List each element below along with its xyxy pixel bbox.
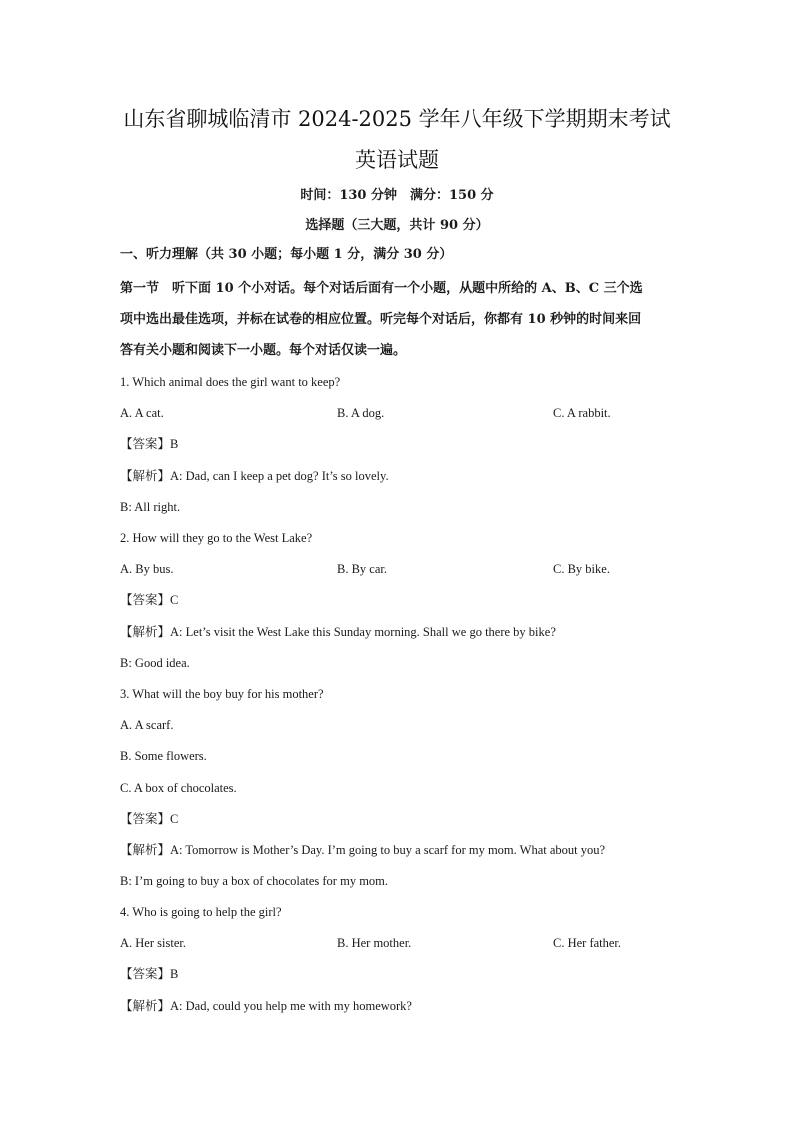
answer-value: B xyxy=(170,967,179,981)
answer-line xyxy=(120,965,178,983)
question-stem: 4. Who is going to help the girl? xyxy=(120,905,282,919)
instruction-line-2: 项中选出最佳选项，并标在试卷的相应位置。听完每个对话后，你都有 10 秒钟的时间来回 xyxy=(120,312,642,327)
answer-label: 【答案】 xyxy=(120,436,171,451)
analysis-reply: B: I’m going to buy a box of chocolates for my mom. xyxy=(120,874,389,888)
section-type-line: 选择题（三大题，共计 90 分） xyxy=(305,218,489,233)
analysis-text: A: Tomorrow is Mother’s Day. I’m going to buy a scarf for my mom. What about you? xyxy=(170,843,606,857)
option-c: C. A box of chocolates. xyxy=(120,781,237,795)
analysis-text: A: Dad, could you help me with my homework? xyxy=(170,999,412,1013)
answer-line xyxy=(120,810,178,828)
analysis-label: 【解析】 xyxy=(120,468,171,483)
analysis-label: 【解析】 xyxy=(120,842,171,857)
option-c: C. A rabbit. xyxy=(553,406,611,420)
option-b: B. Some flowers. xyxy=(120,749,207,763)
answer-value: C xyxy=(170,593,179,607)
analysis-line xyxy=(120,623,556,641)
option-c: C. Her father. xyxy=(553,936,622,950)
exam-title: 山东省聊城临清市 2024-2025 学年八年级下学期期末考试 xyxy=(123,107,671,131)
analysis-reply: B: Good idea. xyxy=(120,656,190,670)
option-a: A. A cat. xyxy=(120,406,164,420)
option-a: A. A scarf. xyxy=(120,718,174,732)
option-b: B. Her mother. xyxy=(337,936,412,950)
option-c: C. By bike. xyxy=(553,562,610,576)
option-a: A. By bus. xyxy=(120,562,174,576)
answer-line xyxy=(120,435,178,453)
analysis-label: 【解析】 xyxy=(120,624,171,639)
option-b: B. By car. xyxy=(337,562,387,576)
analysis-line xyxy=(120,467,389,485)
instruction-line-3: 答有关小题和阅读下一小题。每个对话仅读一遍。 xyxy=(120,343,407,358)
analysis-label: 【解析】 xyxy=(120,998,171,1013)
analysis-reply: B: All right. xyxy=(120,500,181,514)
question-stem: 1. Which animal does the girl want to keep? xyxy=(120,375,341,389)
answer-label: 【答案】 xyxy=(120,811,171,826)
exam-subtitle: 英语试题 xyxy=(355,148,439,172)
analysis-text: A: Let’s visit the West Lake this Sunday morning. Shall we go there by bike? xyxy=(170,625,556,639)
part1-heading: 一、听力理解（共 30 小题；每小题 1 分，满分 30 分） xyxy=(120,247,453,262)
question-stem: 3. What will the boy buy for his mother? xyxy=(120,687,324,701)
analysis-text: A: Dad, can I keep a pet dog? It’s so lovely. xyxy=(170,469,389,483)
instruction-line-1: 第一节 听下面 10 个小对话。每个对话后面有一个小题，从题中所给的 A、B、C 三个选 xyxy=(120,281,643,296)
answer-line xyxy=(120,591,178,609)
analysis-line xyxy=(120,841,605,859)
answer-value: B xyxy=(170,437,179,451)
time-score-line: 时间：130 分钟 满分：150 分 xyxy=(300,188,494,203)
answer-label: 【答案】 xyxy=(120,592,171,607)
answer-label: 【答案】 xyxy=(120,966,171,981)
analysis-line xyxy=(120,997,412,1015)
answer-value: C xyxy=(170,812,179,826)
option-a: A. Her sister. xyxy=(120,936,186,950)
question-stem: 2. How will they go to the West Lake? xyxy=(120,531,313,545)
option-b: B. A dog. xyxy=(337,406,385,420)
